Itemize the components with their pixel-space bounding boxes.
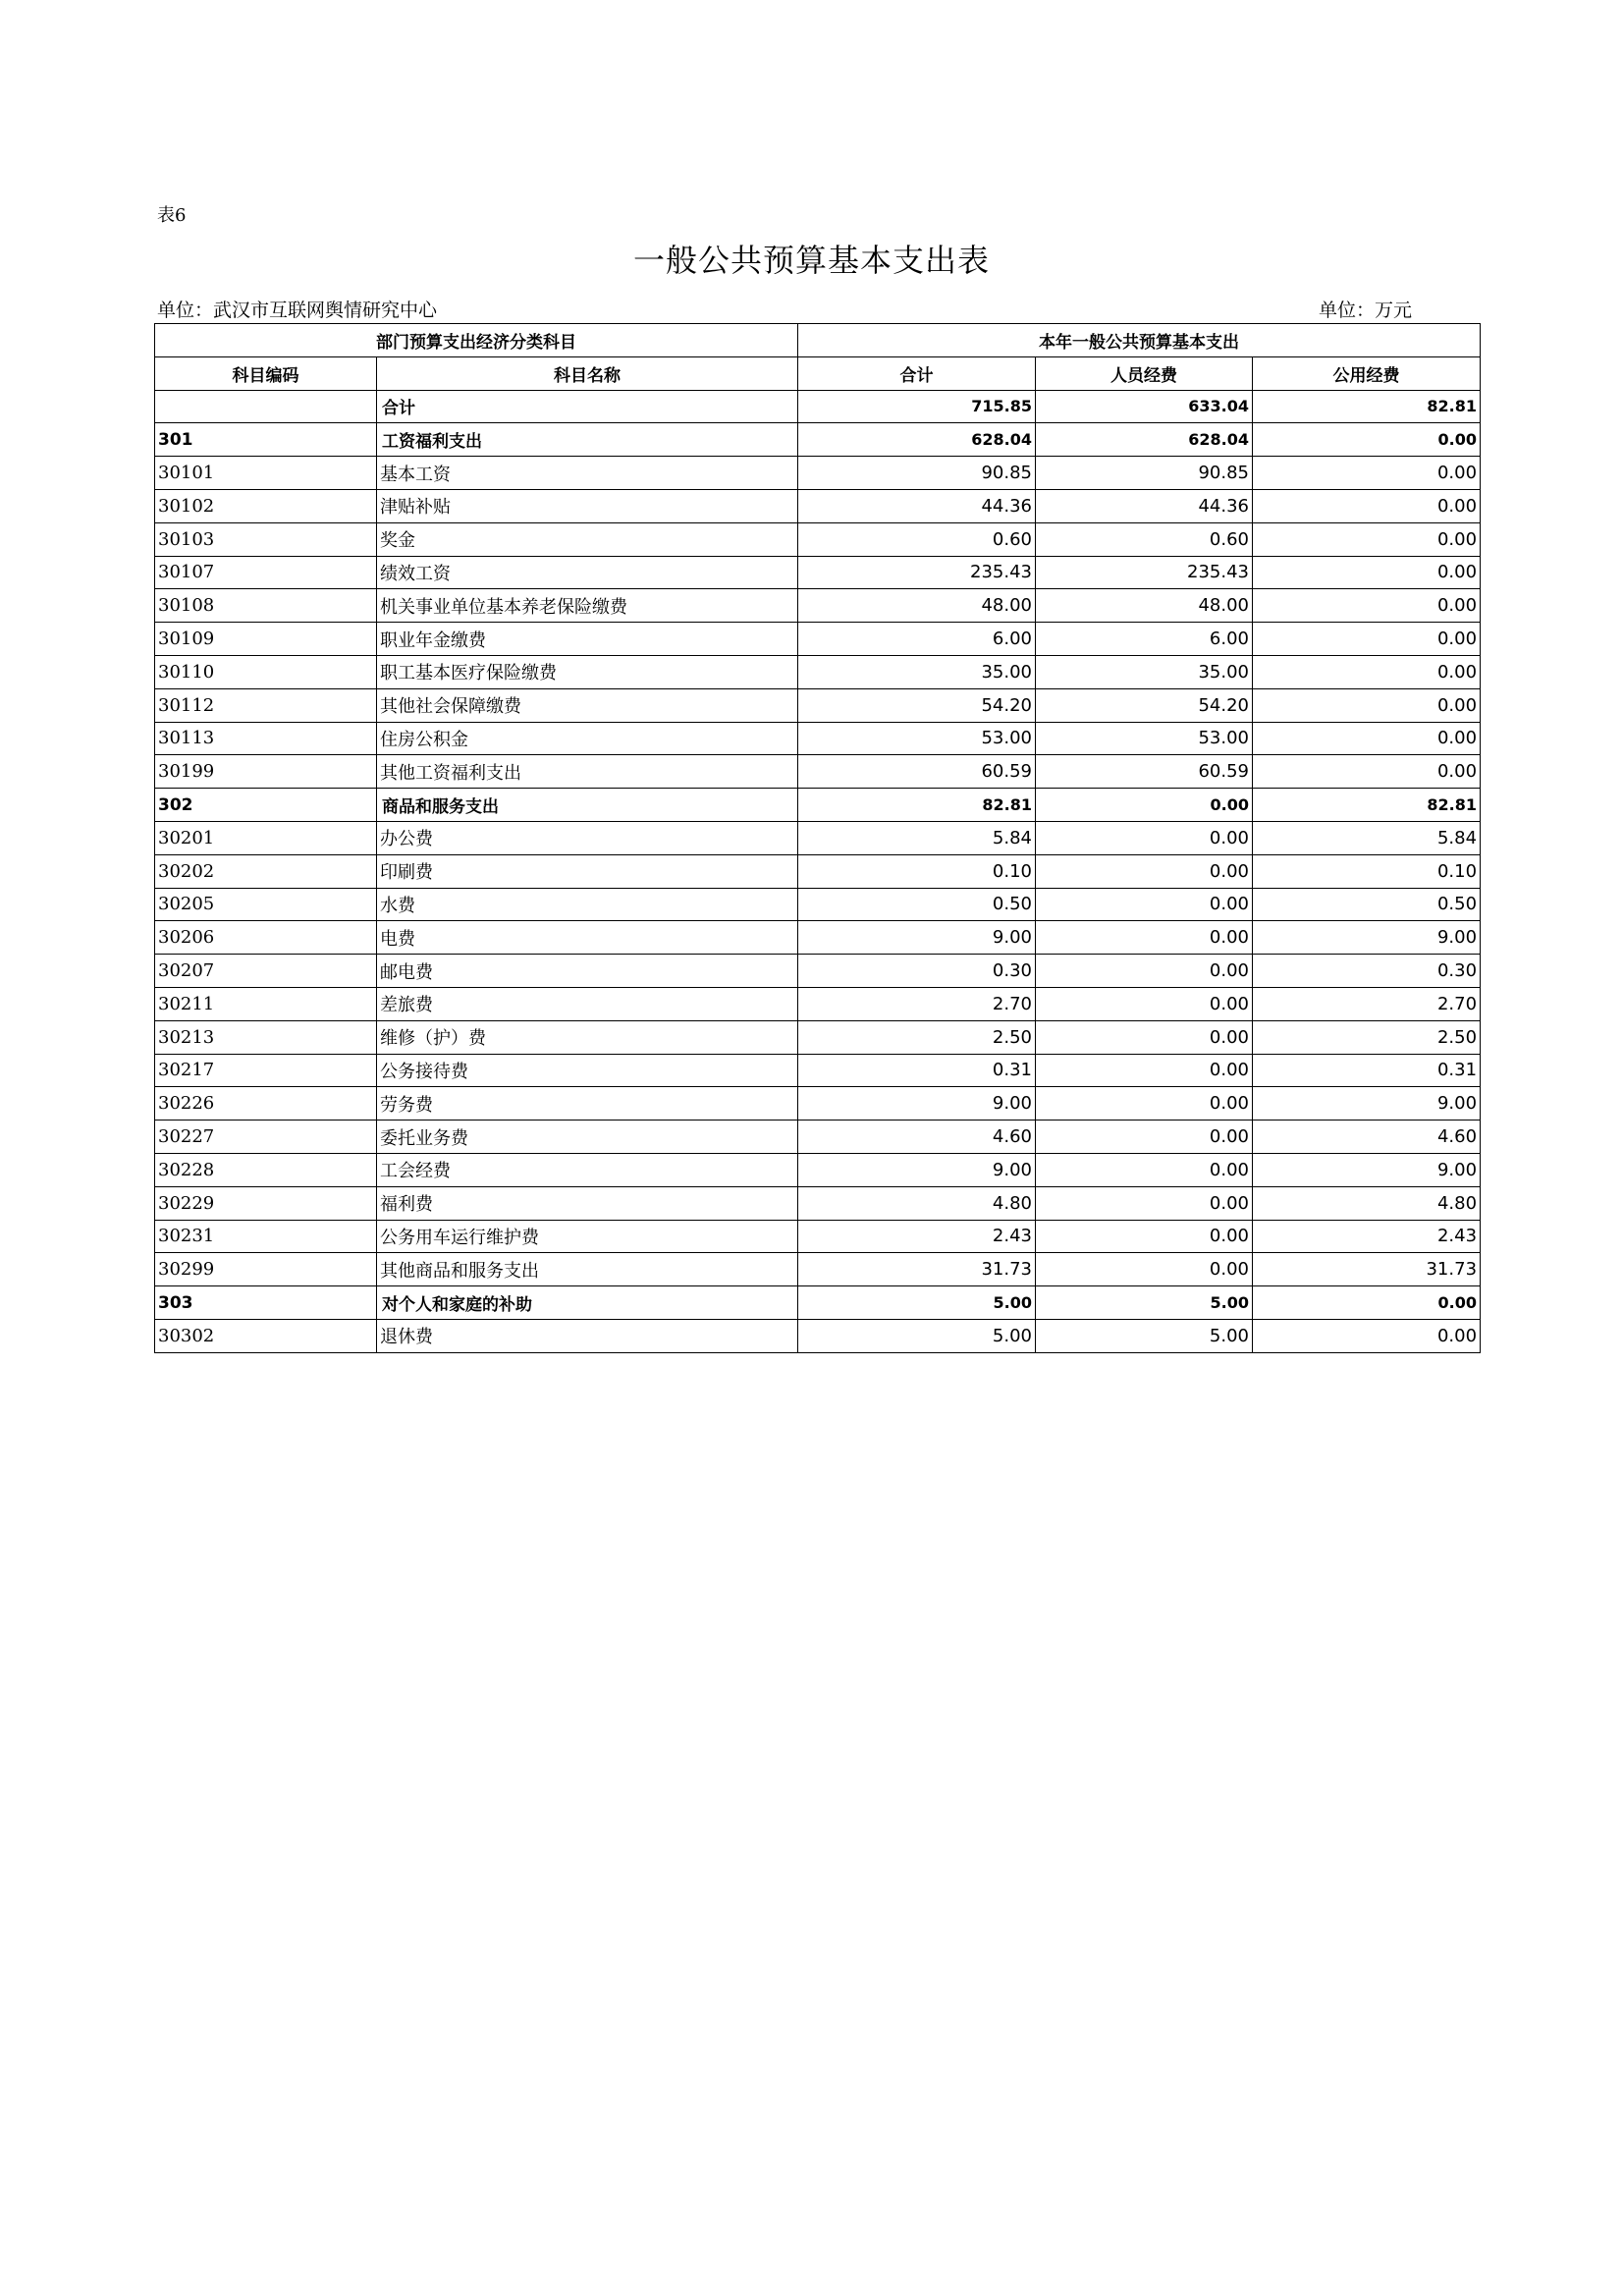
cell-name: 工资福利支出 [377,423,798,457]
cell-personnel: 0.00 [1036,1020,1253,1054]
cell-name: 津贴补贴 [377,489,798,522]
cell-total: 9.00 [798,921,1036,955]
cell-name: 差旅费 [377,987,798,1020]
cell-name: 办公费 [377,821,798,854]
table-body [155,390,1481,1352]
cell-name: 合计 [377,390,798,423]
cell-code: 30109 [155,623,377,656]
cell-public: 2.43 [1253,1220,1481,1253]
cell-name: 邮电费 [377,955,798,988]
table-row [155,390,1481,423]
group-header-classification: 部门预算支出经济分类科目 [155,324,798,357]
table-row [155,1253,1481,1286]
cell-total: 715.85 [798,390,1036,423]
cell-public: 0.00 [1253,623,1481,656]
cell-code: 30211 [155,987,377,1020]
table-row [155,854,1481,888]
cell-code: 30206 [155,921,377,955]
cell-name: 对个人和家庭的补助 [377,1286,798,1320]
cell-code: 30113 [155,722,377,755]
cell-personnel: 0.00 [1036,1054,1253,1087]
cell-personnel: 0.00 [1036,1153,1253,1186]
cell-personnel: 48.00 [1036,589,1253,623]
cell-personnel: 0.00 [1036,987,1253,1020]
cell-personnel: 44.36 [1036,489,1253,522]
cell-public: 0.00 [1253,423,1481,457]
cell-code: 30112 [155,688,377,722]
cell-code: 302 [155,789,377,822]
table-row [155,556,1481,589]
table-row [155,755,1481,789]
cell-total: 5.00 [798,1286,1036,1320]
cell-public: 0.00 [1253,522,1481,556]
cell-personnel: 0.00 [1036,1253,1253,1286]
table-row [155,1087,1481,1121]
table-row [155,722,1481,755]
cell-public: 9.00 [1253,1153,1481,1186]
cell-personnel: 0.00 [1036,1220,1253,1253]
cell-public: 2.70 [1253,987,1481,1020]
cell-public: 0.00 [1253,722,1481,755]
table-row [155,1153,1481,1186]
table-row [155,1186,1481,1220]
cell-total: 5.84 [798,821,1036,854]
cell-public: 0.00 [1253,457,1481,490]
cell-name: 其他社会保障缴费 [377,688,798,722]
cell-code: 30110 [155,655,377,688]
table-row [155,1121,1481,1154]
cell-personnel: 0.60 [1036,522,1253,556]
cell-code: 30299 [155,1253,377,1286]
table-row [155,888,1481,921]
table-number: 表6 [157,205,187,226]
cell-personnel: 90.85 [1036,457,1253,490]
cell-code: 30226 [155,1087,377,1121]
table-row [155,1220,1481,1253]
cell-public: 0.00 [1253,655,1481,688]
cell-personnel: 53.00 [1036,722,1253,755]
cell-total: 60.59 [798,755,1036,789]
group-header-expenditure: 本年一般公共预算基本支出 [798,324,1481,357]
table-row [155,423,1481,457]
cell-personnel: 5.00 [1036,1319,1253,1352]
cell-personnel: 0.00 [1036,854,1253,888]
cell-public: 82.81 [1253,390,1481,423]
cell-total: 9.00 [798,1153,1036,1186]
cell-public: 5.84 [1253,821,1481,854]
cell-code [155,390,377,423]
cell-personnel: 60.59 [1036,755,1253,789]
cell-personnel: 0.00 [1036,921,1253,955]
table-row [155,789,1481,822]
cell-name: 福利费 [377,1186,798,1220]
cell-name: 绩效工资 [377,556,798,589]
table-row [155,955,1481,988]
column-header-public: 公用经费 [1253,356,1481,390]
cell-name: 委托业务费 [377,1121,798,1154]
table-row [155,921,1481,955]
cell-total: 53.00 [798,722,1036,755]
cell-personnel: 54.20 [1036,688,1253,722]
cell-total: 82.81 [798,789,1036,822]
cell-public: 0.00 [1253,755,1481,789]
cell-public: 0.50 [1253,888,1481,921]
cell-code: 30199 [155,755,377,789]
cell-total: 235.43 [798,556,1036,589]
cell-name: 职工基本医疗保险缴费 [377,655,798,688]
cell-name: 电费 [377,921,798,955]
cell-name: 商品和服务支出 [377,789,798,822]
cell-name: 公务用车运行维护费 [377,1220,798,1253]
cell-total: 35.00 [798,655,1036,688]
cell-personnel: 5.00 [1036,1286,1253,1320]
cell-personnel: 628.04 [1036,423,1253,457]
budget-table [154,323,1481,1353]
table-row [155,589,1481,623]
unit-organization: 单位：武汉市互联网舆情研究中心 [157,300,438,321]
cell-name: 其他工资福利支出 [377,755,798,789]
cell-name: 职业年金缴费 [377,623,798,656]
cell-name: 水费 [377,888,798,921]
cell-name: 印刷费 [377,854,798,888]
cell-name: 维修（护）费 [377,1020,798,1054]
cell-total: 5.00 [798,1319,1036,1352]
cell-code: 301 [155,423,377,457]
cell-code: 30302 [155,1319,377,1352]
cell-public: 0.00 [1253,589,1481,623]
cell-total: 48.00 [798,589,1036,623]
cell-personnel: 0.00 [1036,1186,1253,1220]
page-title: 一般公共预算基本支出表 [632,242,990,279]
cell-code: 30101 [155,457,377,490]
cell-code: 30231 [155,1220,377,1253]
cell-code: 30102 [155,489,377,522]
table-row [155,457,1481,490]
cell-total: 31.73 [798,1253,1036,1286]
cell-total: 628.04 [798,423,1036,457]
cell-personnel: 633.04 [1036,390,1253,423]
cell-personnel: 0.00 [1036,888,1253,921]
cell-personnel: 0.00 [1036,1087,1253,1121]
cell-code: 30207 [155,955,377,988]
cell-name: 奖金 [377,522,798,556]
cell-public: 2.50 [1253,1020,1481,1054]
table-row [155,1054,1481,1087]
cell-public: 0.10 [1253,854,1481,888]
table-row [155,987,1481,1020]
cell-name: 公务接待费 [377,1054,798,1087]
cell-name: 其他商品和服务支出 [377,1253,798,1286]
cell-public: 9.00 [1253,1087,1481,1121]
cell-total: 90.85 [798,457,1036,490]
cell-code: 30201 [155,821,377,854]
cell-code: 30229 [155,1186,377,1220]
cell-code: 30103 [155,522,377,556]
table-row [155,489,1481,522]
cell-code: 303 [155,1286,377,1320]
table-row [155,1286,1481,1320]
cell-total: 4.60 [798,1121,1036,1154]
cell-code: 30202 [155,854,377,888]
cell-total: 0.10 [798,854,1036,888]
cell-public: 31.73 [1253,1253,1481,1286]
cell-total: 9.00 [798,1087,1036,1121]
cell-total: 0.30 [798,955,1036,988]
cell-public: 0.30 [1253,955,1481,988]
cell-code: 30108 [155,589,377,623]
cell-public: 9.00 [1253,921,1481,955]
cell-public: 0.00 [1253,556,1481,589]
cell-total: 0.60 [798,522,1036,556]
cell-public: 0.00 [1253,489,1481,522]
cell-public: 4.60 [1253,1121,1481,1154]
cell-code: 30205 [155,888,377,921]
cell-name: 退休费 [377,1319,798,1352]
cell-total: 2.50 [798,1020,1036,1054]
table-row [155,1020,1481,1054]
table-row [155,688,1481,722]
cell-personnel: 0.00 [1036,955,1253,988]
cell-public: 0.00 [1253,1319,1481,1352]
cell-total: 4.80 [798,1186,1036,1220]
cell-name: 机关事业单位基本养老保险缴费 [377,589,798,623]
cell-total: 54.20 [798,688,1036,722]
table-row [155,522,1481,556]
cell-total: 0.31 [798,1054,1036,1087]
cell-personnel: 0.00 [1036,1121,1253,1154]
cell-public: 0.31 [1253,1054,1481,1087]
cell-personnel: 6.00 [1036,623,1253,656]
cell-public: 82.81 [1253,789,1481,822]
cell-code: 30227 [155,1121,377,1154]
table-row [155,1319,1481,1352]
cell-name: 住房公积金 [377,722,798,755]
cell-total: 2.70 [798,987,1036,1020]
cell-name: 工会经费 [377,1153,798,1186]
cell-total: 0.50 [798,888,1036,921]
unit-currency: 单位：万元 [1319,300,1413,321]
cell-name: 基本工资 [377,457,798,490]
cell-public: 4.80 [1253,1186,1481,1220]
column-header-code: 科目编码 [155,356,377,390]
cell-name: 劳务费 [377,1087,798,1121]
cell-personnel: 35.00 [1036,655,1253,688]
column-header-personnel: 人员经费 [1036,356,1253,390]
table-row [155,821,1481,854]
cell-code: 30213 [155,1020,377,1054]
cell-code: 30107 [155,556,377,589]
cell-personnel: 0.00 [1036,789,1253,822]
cell-total: 2.43 [798,1220,1036,1253]
cell-total: 6.00 [798,623,1036,656]
table-header [155,324,1481,391]
cell-code: 30217 [155,1054,377,1087]
cell-code: 30228 [155,1153,377,1186]
cell-public: 0.00 [1253,688,1481,722]
column-header-total: 合计 [798,356,1036,390]
cell-total: 44.36 [798,489,1036,522]
column-header-name: 科目名称 [377,356,798,390]
cell-personnel: 0.00 [1036,821,1253,854]
cell-public: 0.00 [1253,1286,1481,1320]
table-row [155,655,1481,688]
cell-personnel: 235.43 [1036,556,1253,589]
table-row [155,623,1481,656]
